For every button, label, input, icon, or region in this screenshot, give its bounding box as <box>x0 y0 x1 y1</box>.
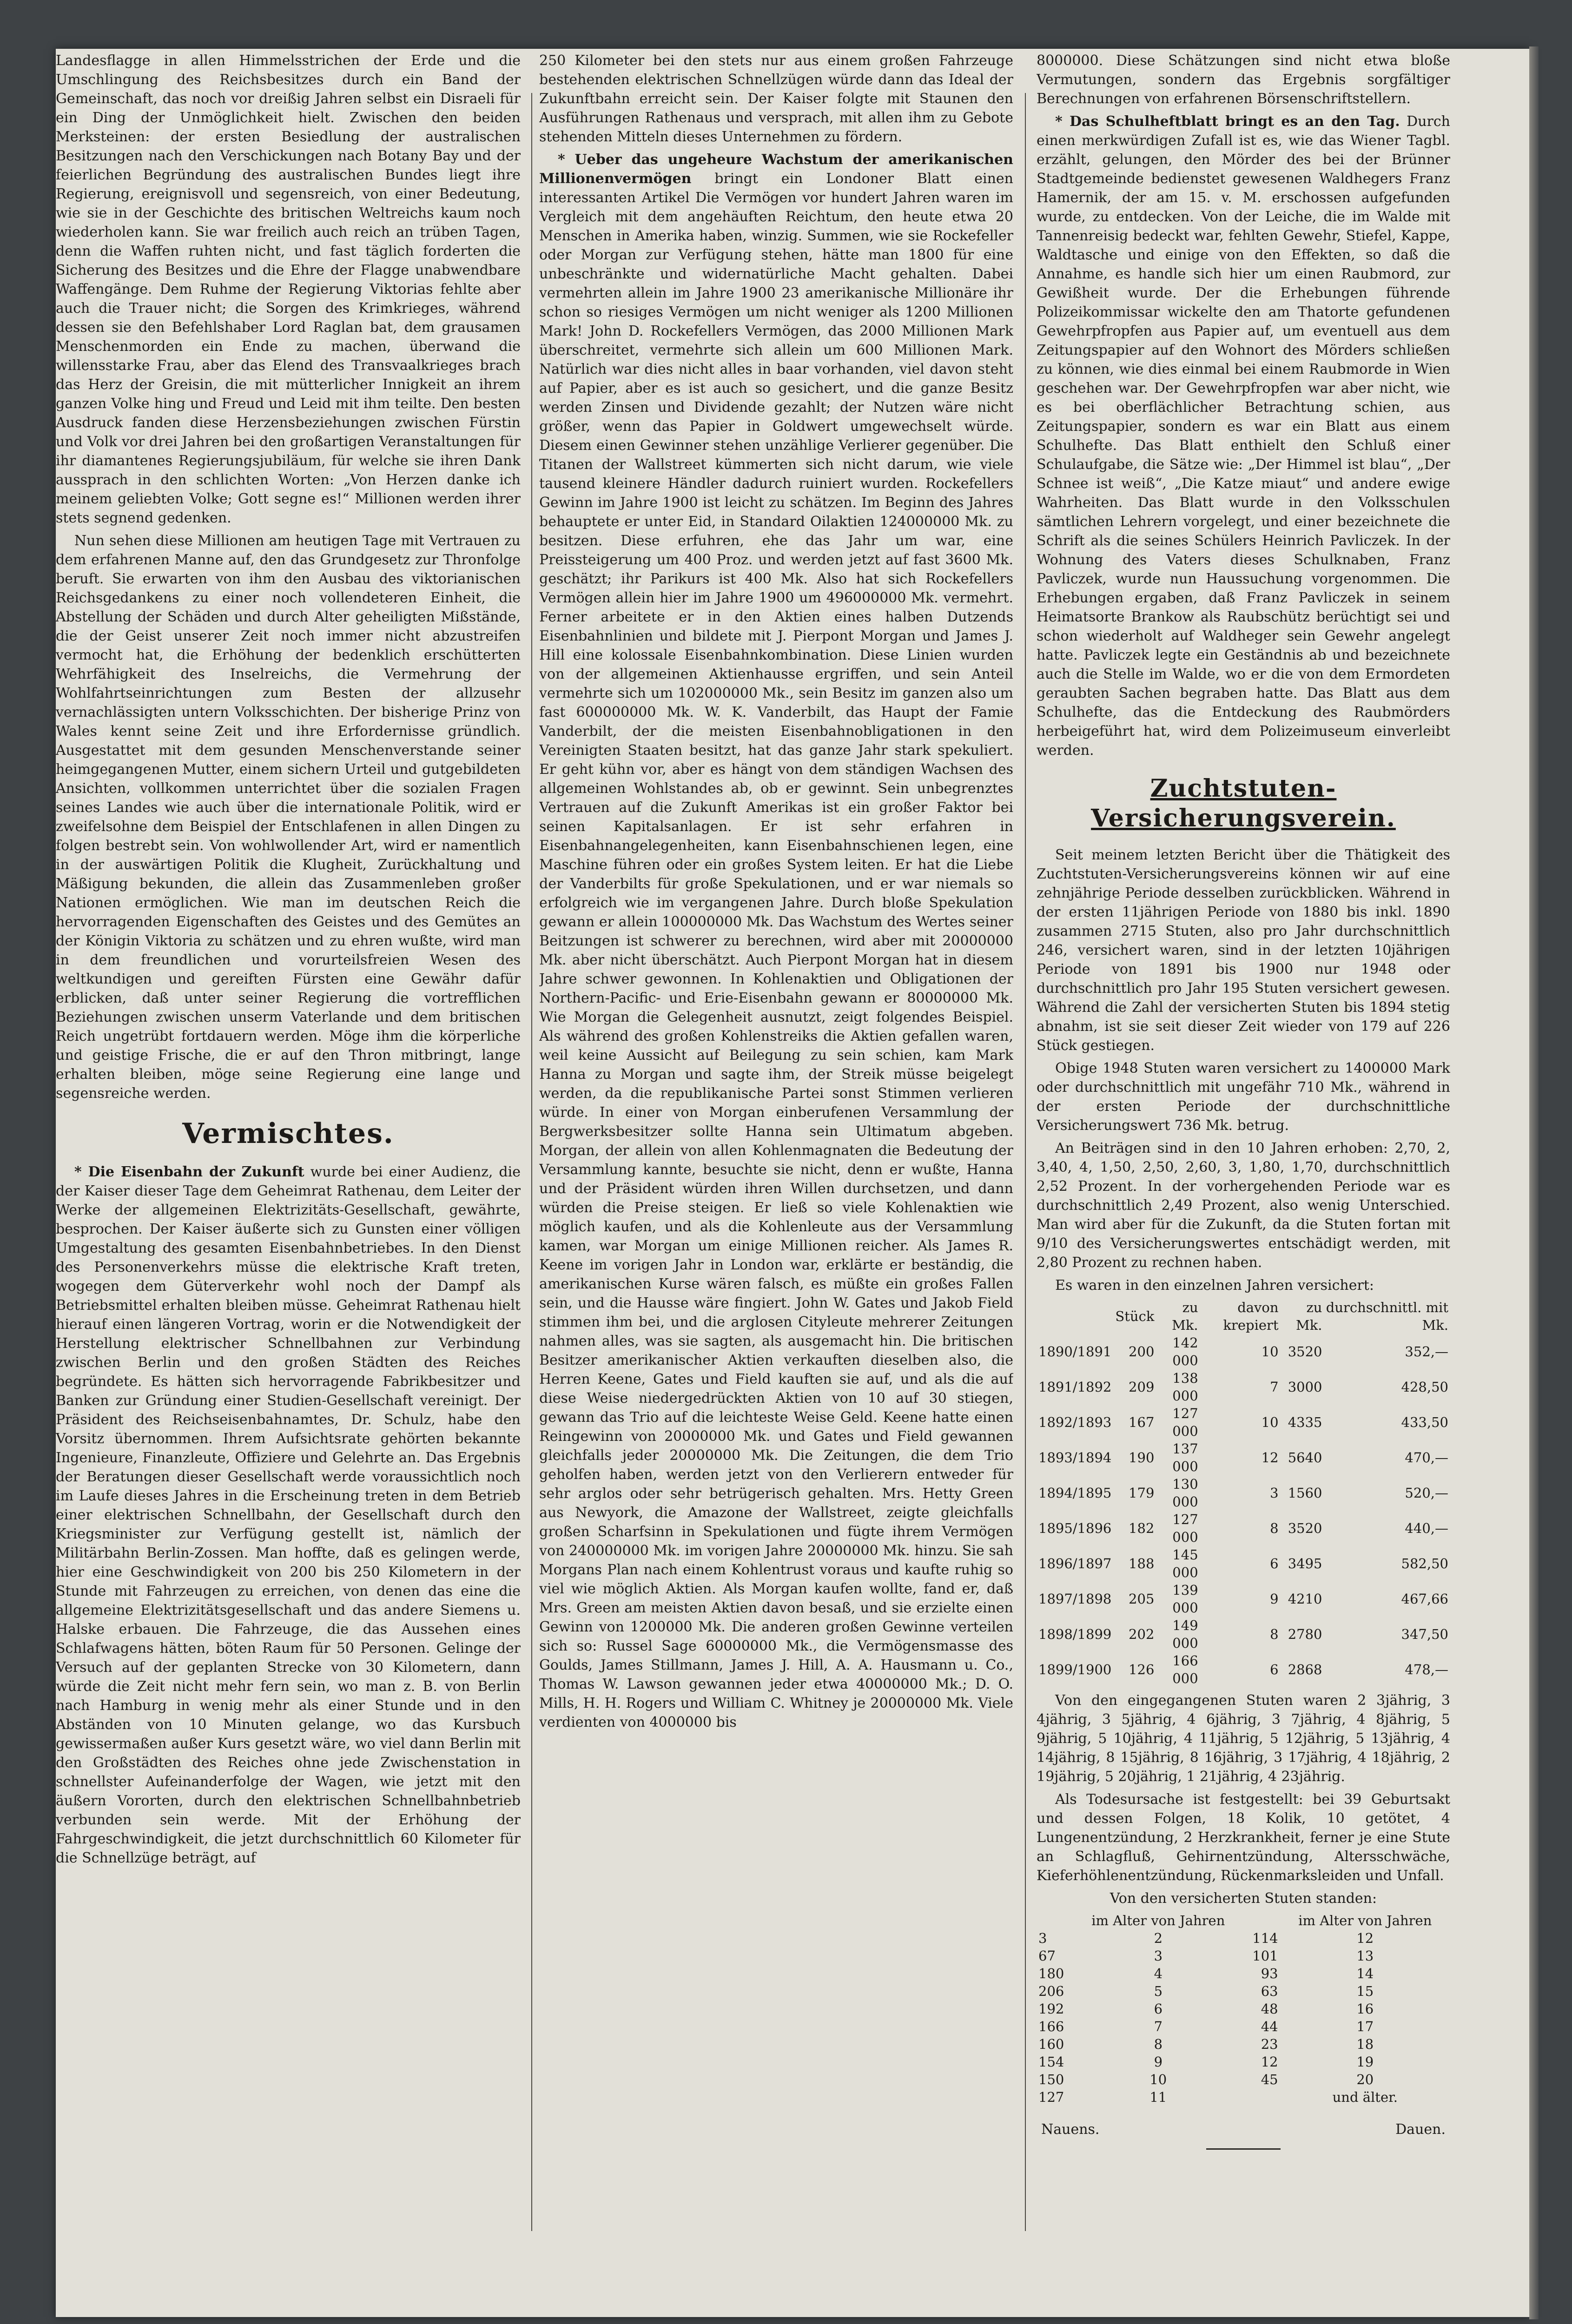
table-row <box>1037 1334 1450 1369</box>
table-cell: 166 <box>1038 2019 1064 2034</box>
table-cell: 139 000 <box>1172 1582 1198 1616</box>
report-paragraph: Obige 1948 Stuten waren versichert zu 1400000 Mark oder durchschnittlich mit ungefähr 710 Mk., während in der ersten Periode der durchschnittliche Versicherungswert 736 Mk. betrug. <box>1037 1060 1450 1134</box>
table-cell: 347,50 <box>1401 1626 1448 1642</box>
table-cell: 7 <box>1270 1379 1279 1395</box>
table-header: davon krepiert <box>1223 1300 1279 1333</box>
table-cell: 4 <box>1154 1966 1163 1981</box>
news-item <box>1037 112 1450 760</box>
table-cell: 202 <box>1129 1626 1155 1642</box>
table-cell: 3 <box>1270 1485 1279 1501</box>
table-cell: 12 <box>1356 1930 1374 1946</box>
table-header: zu Mk. <box>1172 1300 1198 1333</box>
table-header: Stück <box>1115 1308 1155 1324</box>
table-cell: 6 <box>1270 1662 1279 1677</box>
table-cell: 145 000 <box>1172 1547 1198 1580</box>
column-1 <box>56 51 521 2245</box>
table-cell: 127 000 <box>1172 1406 1198 1439</box>
table-row <box>1037 2088 1450 2106</box>
table-cell: 18 <box>1356 2036 1374 2052</box>
table-cell: 179 <box>1129 1485 1155 1501</box>
report-paragraph: Seit meinem letzten Bericht über die Thätigkeit des Zuchtstuten-Versicherungsvereins können wir auf eine zehnjährige Periode desselben zurückblicken. Während in der ersten 11jährigen Periode von 1880 bis inkl. 1890 zusammen 2715 Stuten, also pro Jahr durchschnittlich 246, versichert waren, sind in der letzten 10jährigen Periode von 1891 bis 1900 nur 1948 oder durchschnittlich pro Jahr 195 Stuten versichert gewesen. Während die Zahl der versicherten Stuten bis 1894 stetig abnahm, ist sie seit dieser Zeit wieder von 179 auf 226 Stück gestiegen. <box>1037 847 1450 1054</box>
table-cell: 20 <box>1356 2072 1374 2087</box>
table-cell: 2868 <box>1288 1662 1322 1677</box>
table-cell: 48 <box>1261 2001 1278 2017</box>
table-cell: 9 <box>1270 1591 1279 1607</box>
report-paragraph: Von den eingegangenen Stuten waren 2 3jährig, 3 4jährig, 3 5jährig, 4 6jährig, 3 7jährig, 4 8jährig, 5 9jährig, 5 10jährig, 4 11jährig, 5 12jährig, 5 13jährig, 4 14jährig, 8 15jährig, 8 16jährig, 3 17jährig, 4 18jährig, 2 19jährig, 5 20jährig, 1 21jährig, 4 23jährig. <box>1037 1692 1450 1785</box>
table-cell: 200 <box>1129 1344 1155 1360</box>
table-cell: 4210 <box>1288 1591 1322 1607</box>
table-cell: 1896/1897 <box>1038 1556 1112 1571</box>
insurance-table <box>1037 1299 1450 1687</box>
table-cell: 467,66 <box>1401 1591 1448 1607</box>
table-row <box>1037 1652 1450 1687</box>
table-cell: 93 <box>1261 1966 1278 1981</box>
table-cell: 1893/1894 <box>1038 1450 1112 1466</box>
table-row <box>1037 1405 1450 1440</box>
table-cell: 127 000 <box>1172 1512 1198 1545</box>
table-cell: 188 <box>1129 1556 1155 1571</box>
table-cell: 520,— <box>1405 1485 1448 1501</box>
table-cell: 130 000 <box>1172 1476 1198 1510</box>
table-cell: und älter. <box>1332 2089 1398 2105</box>
age-table <box>1037 1912 1450 2106</box>
table-cell: 470,— <box>1405 1450 1448 1466</box>
table-cell: 1890/1891 <box>1038 1344 1112 1360</box>
column-rule <box>1025 93 1026 2231</box>
table-cell: 150 <box>1038 2072 1064 2087</box>
column-2 <box>539 51 1013 2245</box>
table-row <box>1037 1929 1450 1947</box>
table-cell: 3520 <box>1288 1520 1322 1536</box>
table-cell: 5640 <box>1288 1450 1322 1466</box>
table-cell: 10 <box>1261 1344 1279 1360</box>
table-cell: 2780 <box>1288 1626 1322 1642</box>
table-row <box>1037 1947 1450 1965</box>
table-cell: 137 000 <box>1172 1441 1198 1474</box>
table-cell: 127 <box>1038 2089 1064 2105</box>
table-header <box>1037 1299 1113 1334</box>
table-cell: 3520 <box>1288 1344 1322 1360</box>
table-cell: 45 <box>1261 2072 1278 2087</box>
table-row <box>1037 1581 1450 1617</box>
section-heading-vermischtes: Vermischtes. <box>182 1117 394 1150</box>
table-cell: 428,50 <box>1401 1379 1448 1395</box>
table-cell: 182 <box>1129 1520 1155 1536</box>
table-cell: 13 <box>1356 1948 1374 1964</box>
table-header-row <box>1037 1912 1450 1929</box>
table-cell: 16 <box>1356 2001 1374 2017</box>
table-cell: 440,— <box>1405 1520 1448 1536</box>
paragraph: 8000000. Diese Schätzungen sind nicht etwa bloße Vermutungen, sondern das Ergebnis sorgfältiger Berechnungen von erfahrenen Börsenschriftstellern. <box>1037 53 1450 107</box>
table-row <box>1037 1475 1450 1511</box>
news-item-text: bringt ein Londoner Blatt einen interessanten Artikel Die Vermögen vor hundert Jahren waren im Vergleich mit dem angehäuften Reichtum, den heute etwa 20 Menschen in Amerika haben, winzig. Summen, wie sie Rockefeller oder Morgan zur Verfügung stehen, hätte man 1800 für eine unbeschränkte und widernatürliche Macht gehalten. Dabei vermehrten allein im Jahre 1900 23 amerikanische Millionäre ihr schon so riesiges Vermögen um nicht weniger als 1200 Millionen Mark! John D. Rockefellers Vermögen, das 2000 Millionen Mark überschreitet, vermehrte sich allein um 600 Millionen Mark. Natürlich war dies nicht alles in baar vorhanden, viel davon steht auf Papier, aber es ist auch so gesichert, und die ganze Besitz werden Zinsen und Dividende gezahlt; der Nutzen wäre nicht größer, wenn das Papier in Goldwert umgewechselt würde. Diesem einen Gewinner stehen unzählige Verlierer gegenüber. Die Titanen der Wallstreet kümmerten sich nicht darum, wie viele tausend kleinere Händler dadurch ruiniert wurden. Rockefellers Gewinn im Jahre 1900 ist leicht zu schätzen. Im Beginn des Jahres behauptete er unter Eid, in Standard Oilaktien 124000000 Mk. zu besitzen. Diese erfuhren, ehe das Jahr um war, eine Preissteigerung um 400 Proz. und werden jetzt auf fast 3600 Mk. geschätzt; ihr Parikurs ist 400 Mk. Also hat sich Rockefellers Vermögen allein hier im Jahre 1900 um 496000000 Mk. vermehrt. Ferner arbeitete er in den Aktien eines halben Dutzends Eisenbahnlinien und bildete mit J. Pierpont Morgan und James J. Hill eine kolossale Eisenbahnkombination. Diese Linien wurden von der allgemeinen Aktienhausse ergriffen, und sein Anteil vermehrte sich um 102000000 Mk., sein Besitz im ganzen also um fast 600000000 Mk. W. K. Vanderbilt, das Haupt der Famie Vanderbilt, der die meisten Eisenbahnobligationen in den Vereinigten Staaten besitzt, hat das ganze Jahr stark spekuliert. Er geht kühn vor, aber es hängt von dem ständigen Wachsen des allgemeinen Wohlstandes ab, ob er gewinnt. Sein unbegrenztes Vertrauen auf die Zukunft Amerikas ist ein großer Faktor bei seinen Kapitalsanlagen. Er ist sehr erfahren in Eisenbahnangelegenheiten, kann Eisenbahnschienen legen, eine Maschine führen oder ein großes System leiten. Er hat die Liebe der Vanderbilts für große Spekulationen, und er war niemals so erfolgreich wie im vergangenen Jahre. Durch bloße Spekulation gewann er allein 100000000 Mk. Das Wachstum des Wertes seiner Beitzungen ist schwerer zu berechnen, wird aber mit 20000000 Mk. aber nicht überschätzt. Auch Pierpont Morgan hat in diesem Jahre schwer gewonnen. In Kohlenaktien und Obligationen der Northern-Pacific- und Erie-Eisenbahn gewann er 80000000 Mk. Wie Morgan die Gelegenheit ausnutzt, zeigt folgendes Beispiel. Als während des großen Kohlenstreiks die Aktien gefallen waren, weil keine Aussicht auf Beilegung zu sein schien, kam Mark Hanna zu Morgan und sagte ihm, der Streik müsse beigelegt werden, da die republikanische Partei sonst Stimmen verlieren würde. In einer von Morgan einberufenen Versammlung der Bergwerksbesitzer sollte Hanna sein Ultimatum abgeben. Morgan, der allein von allen Kohlenmagnaten die Bedeutung der Versammlung kannte, besuchte sie nicht, denn er wußte, Hanna und der Präsident würden ihren Willen durchsetzen, und dann würden die Preise steigen. Er ließ so viele Kohlenaktien wie möglich kaufen, und als die Kohlenleute aus der Versammlung kamen, war Morgan um einige Millionen reicher. Als James R. Keene im vorigen Jahr in London war, erklärte er beständig, die amerikanischen Kurse wären falsch, es müßte ein großes Fallen sein, und die Hausse wäre fingiert. John W. Gates und Jakob Field stimmen ihm bei, und die arglosen Cityleute mehrerer Zeitungen nahmen alles, was sie sagten, als ausgemacht hin. Die britischen Besitzer amerikanischer Aktien verkauften dieselben also, die Herren Keene, Gates und Field kauften sie auf, und als die auf diese Weise niedergedrückten Aktien von 10 auf 30 stiegen, gewann das Trio auf die leichteste Weise Geld. Keene hatte einen Reingewinn von 20000000 Mk. und Gates und Field gewannen gleichfalls jeder 20000000 Mk. Die Zeitungen, die dem Trio geholfen haben, werden jetzt von den Verlierern entweder für sehr arglos oder sehr betrügerisch gehalten. Mrs. Hetty Green aus Newyork, die Amazone der Wallstreet, zeigte gleichfalls großen Scharfsinn in Spekulationen und fügte ihrem Vermögen von 240000000 Mk. im vorigen Jahre 20000000 Mk. hinzu. Sie sah Morgans Plan nach einem Kohlentrust voraus und kaufte ruhig so viel wie möglich Aktien. Als Morgan kaufen wollte, fand er, daß Mrs. Green am meisten Aktien davon besaß, und sie erzielte einen Gewinn von 1200000 Mk. Die anderen großen Gewinne verteilen sich so: Russel Sage 60000000 Mk., die Vermögensmasse des Goulds, James Stillmann, James J. Hill, A. A. Hausmann u. Co., Thomas W. Lawson gewannen jeder etwa 40000000 Mk.; D. O. Mills, H. H. Rogers und William C. Whitney je 20000000 Mk. Viele verdienten von 4000000 bis <box>539 171 1013 1730</box>
table-cell: 1895/1896 <box>1038 1520 1112 1536</box>
table-cell <box>1243 2088 1280 2106</box>
table-row <box>1037 2035 1450 2053</box>
table-cell: 14 <box>1356 1966 1374 1981</box>
table-row <box>1037 1369 1450 1405</box>
table-cell: 8 <box>1154 2036 1163 2052</box>
paragraph: Nun sehen diese Millionen am heutigen Tage mit Vertrauen zu dem erfahrenen Manne auf, den das Grundgesetz zur Thronfolge beruft. Sie erwarten von ihm den Ausbau des viktorianischen Reichsgedankens zu einer noch vollendeteren Einheit, die Abstellung der Schäden und durch Alter geheiligten Mißstände, die der Geist unserer Zeit noch immer nicht abzustreifen vermocht hat, die Erhöhung der bedenklich erschütterten Wehrfähigkeit des Inselreichs, die Vermehrung der Wohlfahrtseinrichtungen zum Besten der allzusehr vernachlässigten untern Volksschichten. Der bisherige Prinz von Wales kennt seine Zeit und ihre Erfordernisse gründlich. Ausgestattet mit dem gesunden Menschenverstande seiner heimgegangenen Mutter, einem sichern Urteil und gutgebildeten Ansichten, vollkommen unterrichtet über die sozialen Fragen seines Landes wie auch über die internationale Politik, wird er zweifelsohne dem Beispiel der Entschlafenen in allen Dingen zu folgen bestrebt sein. Von wohlwollender Art, wird er namentlich in der auswärtigen Politik die Klugheit, Zurückhaltung und Mäßigung bekunden, die allein das Zusammenleben großer Nationen ermöglichen. Wie man im deutschen Reich die hervorragenden Eigenschaften des Geistes und des Gemütes an der Königin Viktoria zu schätzen und zu ehren wußte, wird man in dem freundlichen und vorurteilsfreien Wesen des weltkundigen und gereiften Fürsten eine Gewähr dafür erblicken, daß unter seiner Regierung die vortrefflichen Beziehungen zwischen unserm Vaterlande und dem britischen Reich ungetrübt fortdauern werden. Möge ihm die körperliche und geistige Frische, die er auf den Thron mitbringt, lange erhalten bleiben, möge seine Regierung eine lange und segensreiche werden. <box>56 533 521 1102</box>
age-table-body <box>1037 1929 1450 2106</box>
table-row <box>1037 1965 1450 1982</box>
news-item-lead: * Die Eisenbahn der Zukunft <box>74 1164 304 1180</box>
table-cell: 12 <box>1261 1450 1279 1466</box>
table-cell: 10 <box>1261 1414 1279 1430</box>
table-cell: 142 000 <box>1172 1335 1198 1368</box>
column-3 <box>1037 51 1450 2245</box>
table-header: durchschnittl. mit Mk. <box>1326 1300 1448 1333</box>
table-cell: 67 <box>1038 1948 1056 1964</box>
table-cell: 114 <box>1252 1930 1278 1946</box>
news-item <box>539 150 1013 1732</box>
table-row <box>1037 1982 1450 2000</box>
table-cell: 6 <box>1154 2001 1163 2017</box>
table-cell: 7 <box>1154 2019 1163 2034</box>
section-heading-zuchtstuten: Zuchtstuten-Versicherungsverein. <box>1091 774 1396 832</box>
table-cell: 206 <box>1038 1983 1064 1999</box>
table-cell: 9 <box>1154 2054 1163 2070</box>
table-cell: 149 000 <box>1172 1618 1198 1651</box>
table-cell: 180 <box>1038 1966 1064 1981</box>
report-paragraph: An Beiträgen sind in den 10 Jahren erhoben: 2,70, 2, 3,40, 4, 1,50, 2,50, 2,60, 3, 1,80, 1,70, durchschnittlich 2,52 Prozent. In der vorhergehenden Periode war es durchschnittlich 2,49 Prozent, also wenig Unterschied. Man wird aber für die Zukunft, da die Stuten fortan mit 9/10 des Versicherungswertes entschädigt werden, mit 2,80 Prozent zu rechnen haben. <box>1037 1140 1450 1271</box>
table-cell: 154 <box>1038 2054 1064 2070</box>
table-cell: 19 <box>1356 2054 1374 2070</box>
table-cell: 1891/1892 <box>1038 1379 1112 1395</box>
column-rule <box>531 93 532 2231</box>
table-cell: 101 <box>1252 1948 1278 1964</box>
table-cell: 192 <box>1038 2001 1064 2017</box>
table-row <box>1037 1440 1450 1475</box>
news-item-text: wurde bei einer Audienz, die der Kaiser dieser Tage dem Geheimrat Rathenau, dem Leiter der Werke der allgemeinen Elektrizitäts-Gesellschaft, gewährte, besprochen. Der Kaiser äußerte sich zu Gunsten einer völligen Umgestaltung des gesamten Eisenbahnbetriebes. In den Dienst des Personenverkehrs müsse die elektrische Kraft treten, wogegen dem Güterverkehr wohl noch der Dampf als Betriebsmittel erhalten bleiben müsse. Geheimrat Rathenau hielt hierauf einen längeren Vortrag, worin er die Notwendigkeit der Herstellung elektrischer Schnellbahnen zur Verbindung zwischen Berlin und den großen Städten des Reiches begründete. Es hätten sich hervorragende Fabrikbesitzer und Banken zur Gründung einer Studien-Gesellschaft vereinigt. Der Präsident des Reichseisenbahnamtes, Dr. Schulz, habe den Vorsitz übernommen. Ihrem Aufsichtsrate gehörten bekannte Ingenieure, Finanzleute, Offiziere und Gelehrte an. Das Ergebnis der Beratungen dieser Gesellschaft werde voraussichtlich noch im Laufe dieses Jahres in die Erscheinung treten in dem Betrieb einer elektrischen Schnellbahn, der Gesellschaft durch den Kriegsminister zur Verfügung gestellt ist, nämlich der Militärbahn Berlin-Zossen. Man hoffte, daß es gelingen werde, hier eine Geschwindigkeit von 200 bis 250 Kilometern in der Stunde mit Fahrzeugen zu erreichen, von denen das eine die allgemeine Elektrizitätsgesellschaft und das andere Siemens u. Halske erbauen. Die Fahrzeuge, die das Aussehen eines Schlafwagens hätten, böten Raum für 50 Personen. Gelinge der Versuch auf der geplanten Strecke von 30 Kilometern, dann würde die Zeit nicht mehr fern sein, wo man z. B. von Berlin nach Hamburg in wenig mehr als einer Stunde und in den Abständen von 10 Minuten gelange, wo das Kursbuch gewissermaßen außer Kurs gesetzt wäre, wo viel dann Berlin mit den Großstädten des Reiches ohne jede Zwischenstation in schnellster Aufeinanderfolge der Wagen, wie jetzt mit den äußern Vororten, durch den elektrischen Schnellbahnbetrieb verbunden sein werde. Mit der Erhöhung der Fahrgeschwindigkeit, die jetzt durchschnittlich 60 Kilometer für die Schnellzüge beträgt, auf <box>56 1164 521 1866</box>
paragraph: Landesflagge in allen Himmelsstrichen der Erde und die Umschlingung des Reichsbesitzes durch ein Band der Gemeinschaft, das noch vor dreißig Jahren selbst ein Disraeli für ein Ding der Unmöglichkeit hielt. Zwischen den beiden Merksteinen: der ersten Besiedlung der australischen Besitzungen nach den Verschickungen nach Botany Bay und der feierlichen Begründung des australischen Bundes liegt ihre Regierung, ereignisvoll und segensreich, von einer Bedeutung, wie sie in der Geschichte des britischen Weltreichs kaum noch wiederholen kann. Sie war freilich auch reich an trüben Tagen, denn die Waffen ruhten nicht, und fast täglich forderten die Sicherung des Besitzes und die Ehre der Flagge unabwendbare Waffengänge. Dem Ruhme der Regierung Viktorias fehlte aber auch die Trauer nicht; die Sorgen des Krimkrieges, während dessen sie den Befehlshaber Lord Raglan bat, dem grausamen Menschenmorden ein Ende zu machen, überwand die willensstarke Frau, aber das Elend des Transvaalkrieges brach das Herz der Greisin, die mit mütterlicher Innigkeit an ihrem ganzen Volke hing und Freud und Leid mit ihm teilte. Den besten Ausdruck fanden diese Herzensbeziehungen zwischen Fürstin und Volk vor drei Jahren bei den großartigen Veranstaltungen für ihr diamantenes Regierungsjubiläum, für welche sie ihren Dank aussprach in den schlichten Worten: „Von Herzen danke ich meinem geliebten Volke; Gott segne es!“ Millionen werden ihrer stets segnend gedenken. <box>56 53 521 526</box>
table-cell: 3 <box>1154 1948 1163 1964</box>
table-cell: 6 <box>1270 1556 1279 1571</box>
signature-line <box>1037 2120 1450 2139</box>
table-cell: 23 <box>1261 2036 1278 2052</box>
table-cell: 12 <box>1261 2054 1278 2070</box>
insurance-table-body <box>1037 1334 1450 1687</box>
table-cell: 11 <box>1149 2089 1167 2105</box>
table-row <box>1037 2053 1450 2071</box>
news-item-lead: * Das Schulheftblatt bringt es an den Tag. <box>1055 113 1400 130</box>
table-cell: 63 <box>1261 1983 1278 1999</box>
page-edge <box>1529 46 1539 2319</box>
table-cell: 1897/1898 <box>1038 1591 1112 1607</box>
table-header <box>1243 1912 1280 1929</box>
table-cell: 5 <box>1154 1983 1163 1999</box>
table-cell: 582,50 <box>1401 1556 1448 1571</box>
table-row <box>1037 1511 1450 1546</box>
table-cell: 1560 <box>1288 1485 1322 1501</box>
divider <box>1206 2148 1281 2150</box>
table-header: zu Mk. <box>1296 1300 1322 1333</box>
table-cell: 126 <box>1129 1662 1155 1677</box>
table-cell: 160 <box>1038 2036 1064 2052</box>
table-cell: 3 <box>1038 1930 1047 1946</box>
report-paragraph: Als Todesursache ist festgestellt: bei 39 Geburtsakt und dessen Folgen, 18 Kolik, 10 getötet, 4 Lungenentzündung, 2 Herzkrankheit, ferner je eine Stute an Schlagfluß, Gehirnentzündung, Altersschwäche, Kieferhöhlenentzündung, Rückenmarksleiden und Unfall. <box>1037 1791 1450 1884</box>
table-cell: 352,— <box>1405 1344 1448 1360</box>
table-cell: 1894/1895 <box>1038 1485 1112 1501</box>
paragraph: 250 Kilometer bei den stets nur aus einem großen Fahrzeuge bestehenden elektrischen Schnellzügen würde dann das Ideal der Zukunftbahn erreicht sein. Der Kaiser folgte mit Staunen den Ausführungen Rathenaus und versprach, mit allen ihm zu Gebote stehenden Mitteln dieses Unternehmen zu fördern. <box>539 53 1013 145</box>
table-header-row <box>1037 1299 1450 1334</box>
table-row <box>1037 2071 1450 2088</box>
signature-right: Dauen. <box>1395 2121 1446 2138</box>
table-cell: 2 <box>1154 1930 1163 1946</box>
table-cell: 4335 <box>1288 1414 1322 1430</box>
table-cell: 167 <box>1129 1414 1155 1430</box>
table-cell: 3000 <box>1288 1379 1322 1395</box>
table-header <box>1037 1912 1073 1929</box>
table-cell: 1899/1900 <box>1038 1662 1112 1677</box>
table-cell: 1892/1893 <box>1038 1414 1112 1430</box>
news-item-lead: * Ueber das ungeheure Wachstum der amerikanischen Millionenvermögen <box>539 152 1013 187</box>
table-cell: 209 <box>1129 1379 1155 1395</box>
table-cell: 8 <box>1270 1520 1279 1536</box>
table-cell: 166 000 <box>1172 1653 1198 1686</box>
table-cell: 3495 <box>1288 1556 1322 1571</box>
table-cell: 17 <box>1356 2019 1374 2034</box>
table-intro: Von den versicherten Stuten standen: <box>1110 1890 1377 1907</box>
news-item-text: Durch einen merkwürdigen Zufall ist es, wie das Wiener Tagbl. erzählt, gelungen, den Mörder des bei der Brünner Stadtgemeinde bedienstet gewesenen Waldhegers Franz Hamernik, der am 15. v. M. erschossen aufgefunden wurde, zu entdecken. Von der Leiche, die im Walde mit Tannenreisig bedeckt war, fehlten Gewehr, Stiefel, Kappe, Waldtasche und einige von den Effekten, so daß die Annahme, es handle sich hier um einen Raubmord, zur Gewißheit wurde. Der die Erhebungen führende Polizeikommissar wickelte den am Thatorte gefundenen Gewehrpfropfen aus Papier auf, um eventuell aus dem Zeitungspapier auf den Wohnort des Mörders schließen zu können, wie dies einmal bei einem Raubmorde in Wien geschehen war. Der Gewehrpfropfen war aber nicht, wie es bei oberflächlicher Betrachtung schien, aus Zeitungspapier, sondern es war ein Blatt aus einem Schulhefte. Das Blatt enthielt den Schluß einer Schulaufgabe, die Sätze wie: „Der Himmel ist blau“, „Der Schnee ist weiß“, „Die Katze miaut“ und andere ewige Wahrheiten. Das Blatt wurde in den Volksschulen sämtlichen Lehrern vorgelegt, und einer bezeichnete die Schrift als die seines Schülers Heinrich Pavliczek. In der Wohnung des Vaters dieses Schulknaben, Franz Pavliczek, wurde nun Haussuchung vorgenommen. Die Erhebungen ergaben, daß Franz Pavliczek in seinem Heimatsorte Brankow als Raubschütz berüchtigt sei und schon wiederholt auf Waldheger sein Gewehr angelegt hatte. Pavliczek legte ein Geständnis ab und bezeichnete auch die Stelle im Walde, wo er die von dem Ermordeten geraubten Sachen begraben hatte. Das Blatt aus dem Schulhefte, das die Entdeckung des Raubmörders herbeigeführt hat, wird dem Polizeimuseum einverleibt werden. <box>1037 113 1450 759</box>
table-row <box>1037 2018 1450 2035</box>
table-cell: 138 000 <box>1172 1370 1198 1404</box>
signature-left: Nauens. <box>1041 2121 1100 2138</box>
news-item <box>56 1162 521 1868</box>
table-cell: 15 <box>1356 1983 1374 1999</box>
table-intro: Es waren in den einzelnen Jahren versichert: <box>1055 1277 1374 1294</box>
table-cell: 205 <box>1129 1591 1155 1607</box>
table-row <box>1037 1617 1450 1652</box>
table-row <box>1037 1546 1450 1581</box>
table-cell: 1898/1899 <box>1038 1626 1112 1642</box>
table-cell: 10 <box>1149 2072 1167 2087</box>
table-cell: 433,50 <box>1401 1414 1448 1430</box>
table-cell: 478,— <box>1405 1662 1448 1677</box>
table-header: im Alter von Jahren <box>1091 1913 1225 1928</box>
table-cell: 44 <box>1261 2019 1278 2034</box>
table-header: im Alter von Jahren <box>1298 1913 1432 1928</box>
table-cell: 190 <box>1129 1450 1155 1466</box>
table-row <box>1037 2000 1450 2018</box>
table-cell: 8 <box>1270 1626 1279 1642</box>
